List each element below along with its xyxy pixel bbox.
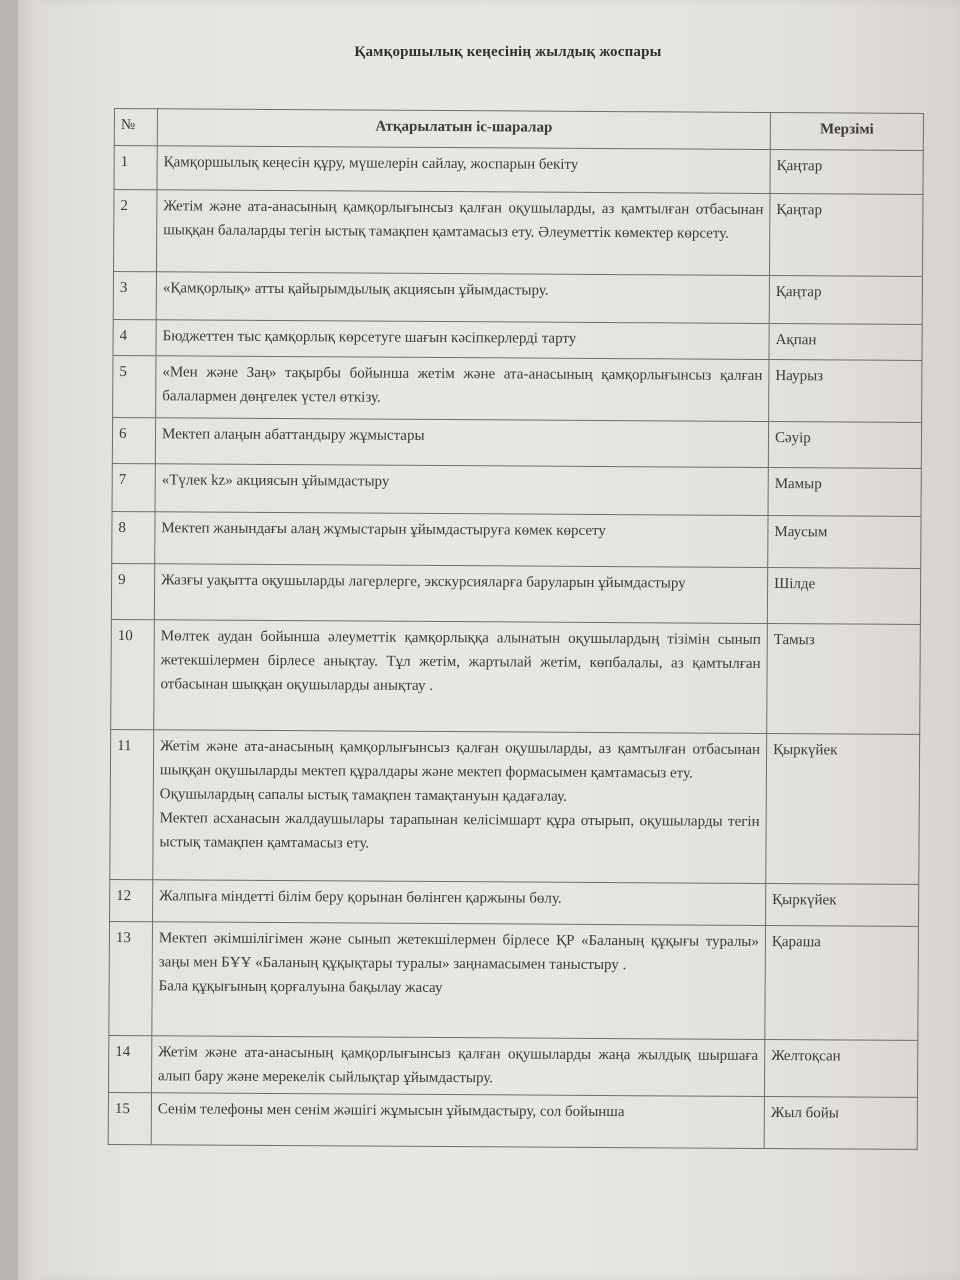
- table-row: [110, 879, 919, 926]
- row-term: Мамыр: [768, 468, 921, 517]
- table-row: [114, 146, 923, 195]
- table-row: [112, 463, 921, 516]
- plan-table: [108, 108, 924, 1150]
- row-activity: [155, 418, 768, 468]
- row-term: Қыркүйек: [766, 883, 919, 926]
- table-row: [112, 417, 921, 468]
- table-header-row: [114, 109, 923, 151]
- activity-line: «Қамқорлық» атты қайырымдылық акциясын ұйымдастыру.: [162, 280, 549, 299]
- activity-line: Бала құқығының қорғалуына бақылау жасау: [158, 978, 443, 997]
- row-term: Сәуір: [768, 422, 921, 469]
- row-number: 12: [110, 879, 153, 921]
- row-activity: [156, 272, 769, 324]
- row-term: Тамыз: [767, 624, 921, 735]
- table-row: [113, 319, 922, 360]
- activity-line: Жетім және ата-анасының қамқорлығынсыз қалған оқушыларды жаңа жылдық шыршаға алып бару және мерекелік сыйлықтар ұйымдастыру.: [158, 1044, 759, 1087]
- row-term: Қараша: [765, 925, 919, 1040]
- activity-line: Жетім және ата-анасының қамқорлығынсыз қалған оқушыларды, аз қамтылған отбасынан шыққан оқушыларды мектеп құралдары және мектеп формасымен қамтамасыз ету.: [159, 738, 761, 782]
- row-number: 2: [114, 190, 158, 272]
- row-number: 13: [109, 921, 153, 1035]
- activity-line: Жазғы уақытта оқушыларды лагерлерге, экскурсияларға баруларын ұйымдастыру: [161, 572, 686, 592]
- row-number: 11: [110, 729, 154, 879]
- row-activity: [154, 620, 768, 734]
- activity-line: Сенім телефоны мен сенім жәшігі жұмысын ұйымдастыру, сол бойынша: [157, 1101, 625, 1121]
- row-activity: [155, 464, 768, 516]
- activity-line: Оқушылардың сапалы ыстық тамақпен тамақтануын қадағалау.: [159, 786, 567, 805]
- row-term: Наурыз: [769, 360, 922, 423]
- row-term: Қаңтар: [769, 194, 922, 277]
- activity-line: Бюджеттен тыс қамқорлық көрсетуге шағын кәсіпкерлерді тарту: [162, 328, 577, 347]
- table-row: [111, 619, 921, 734]
- activity-line: Мектеп жанындағы алаң жұмыстарын ұйымдастыруға көмек көрсету: [161, 520, 606, 540]
- row-activity: [155, 512, 768, 568]
- activity-line: Қамқоршылық кеңесін құру, мүшелерін сайлау, жоспарын бекіту: [163, 154, 579, 173]
- row-activity: [153, 730, 767, 884]
- table-row: [113, 355, 922, 422]
- row-number: 3: [113, 272, 156, 320]
- row-activity: [151, 1036, 764, 1097]
- row-number: 5: [113, 355, 156, 417]
- row-term: Желтоқсан: [764, 1039, 917, 1097]
- activity-line: Мектеп алаңын абаттандыру жұмыстары: [161, 426, 425, 444]
- row-number: 10: [111, 619, 155, 729]
- row-term: Шілде: [767, 568, 920, 625]
- row-number: 1: [114, 146, 157, 190]
- activity-line: Жетім және ата-анасының қамқорлығынсыз қалған оқушыларды, аз қамтылған отбасынан шыққан балаларды тегін ыстық тамақпен қамтамасыз ету. Әлеуметтік көмектер көрсету.: [163, 198, 764, 242]
- row-number: 6: [112, 417, 155, 463]
- activity-line: Мөлтек аудан бойынша әлеуметтік қамқорлыққа алынатын оқушылардың тізімін сынып жетекшілермен бірлесе анықтау. Тұл жетім, жартылай жетім, көпбалалы, аз қамтылған отбасынан шыққан оқушыларды анықтау .: [160, 628, 761, 694]
- activity-line: Жалпыға міндетті білім беру қорынан бөлінген қаржыны бөлу.: [159, 888, 562, 907]
- table-row: [110, 729, 920, 884]
- row-number: 15: [108, 1092, 151, 1144]
- row-term: Қаңтар: [769, 276, 922, 325]
- header-number: №: [114, 109, 157, 146]
- table-row: [108, 1092, 917, 1149]
- row-term: Қаңтар: [770, 150, 923, 195]
- row-activity: [153, 880, 766, 926]
- row-activity: [151, 1093, 764, 1149]
- row-activity: [152, 922, 766, 1040]
- table-row: [112, 511, 921, 568]
- document-title: Қамқоршылық кеңесінің жылдық жоспары: [354, 44, 662, 60]
- paper-edge: [18, 0, 40, 1280]
- row-activity: [156, 356, 769, 422]
- table-row: [111, 563, 920, 624]
- row-term: Жыл бойы: [764, 1096, 917, 1149]
- row-number: 14: [108, 1035, 151, 1092]
- activity-line: Мектеп әкімшілігімен және сынып жетекшілермен бірлесе ҚР «Баланың құқығы туралы» заңы мен БҰҰ «Баланың құқықтары туралы» заңнамасымен таныстыру .: [158, 930, 759, 974]
- table-row: [113, 272, 922, 325]
- row-activity: [156, 320, 769, 360]
- row-number: 9: [111, 563, 154, 619]
- table-row: [109, 921, 919, 1040]
- row-number: 8: [112, 511, 155, 563]
- row-term: Ақпан: [769, 324, 922, 361]
- row-activity: [157, 190, 770, 276]
- row-activity: [154, 564, 767, 624]
- table-row: [114, 190, 923, 277]
- paper-sheet: [18, 0, 960, 1280]
- row-number: 4: [113, 319, 156, 355]
- table-body: [108, 146, 923, 1150]
- activity-line: Мектеп асханасын жалдаушылары тарапынан келісімшарт құра отырып, оқушыларды тегін ыстық тамақпен қамтамасыз ету.: [159, 810, 760, 852]
- row-number: 7: [112, 463, 155, 511]
- activity-line: «Мен және Заң» тақырбы бойынша жетім және ата-анасының қамқорлығынсыз қалған балалармен дөңгелек үстел өткізу.: [162, 364, 763, 406]
- row-term: Маусым: [768, 516, 921, 569]
- table-row: [108, 1035, 917, 1097]
- row-term: Қыркүйек: [766, 733, 920, 884]
- header-term: Мерзімі: [770, 113, 923, 151]
- row-activity: [157, 146, 770, 194]
- header-activity: Атқарылатын іс-шаралар: [157, 109, 770, 150]
- activity-line: «Түлек kz» акциясын ұйымдастыру: [161, 472, 390, 490]
